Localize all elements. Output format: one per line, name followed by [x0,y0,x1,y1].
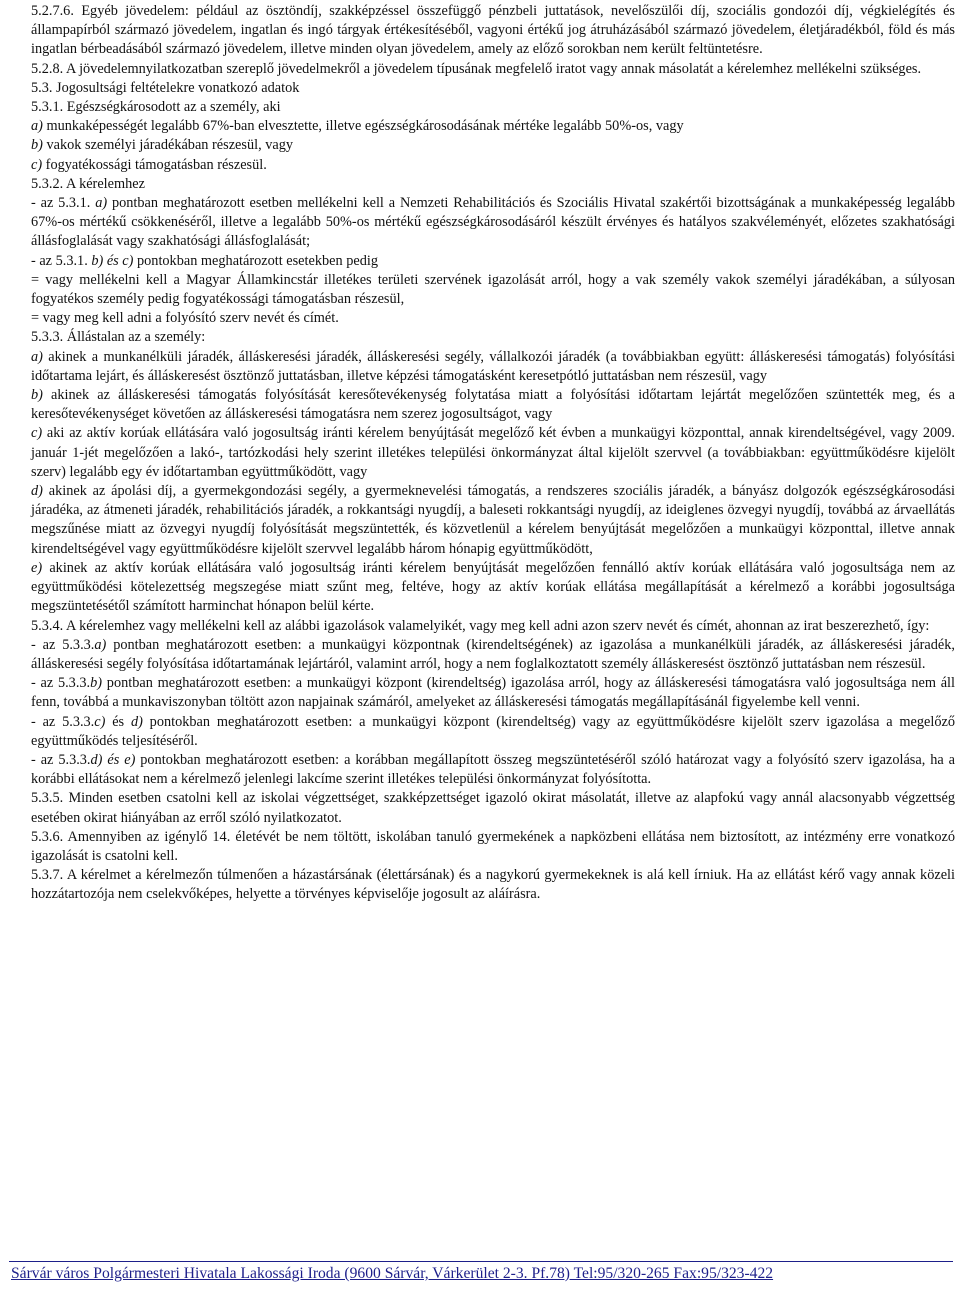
item-marker: d) [31,483,43,500]
paragraph-5-3-1 [9,98,955,117]
item-marker: a) [31,118,43,135]
item-marker: b) [90,675,103,692]
item-marker: d) és e) [90,751,136,768]
list-item-5-3-3-a [9,348,955,386]
item-marker: a) [95,195,108,212]
paragraph-text: 5.3.4. A kérelemhez vagy mellékelni kell az alábbi igazolások valamelyikét, vagy meg kell adni azon szerv nevét és címét, ahonnan az irat beszerezhető, így: [31,617,930,634]
paragraph-text: 5.3.2. A kérelemhez [31,175,145,192]
list-item-5-3-3-d [9,482,955,559]
item-text: pontban meghatározott esetben: a munkaügyi központ (kirendeltség) igazolása arról, hogy az álláskeresési támogatásra való jogosultsága nem áll fenn, továbbá a munkaviszonyban töltött azon napjainak számáról, amelyeket az álláskeresési támogatás megállapításánál figyelembe kell venni. [31,675,955,711]
paragraph-text: 5.3.1. Egészségkárosodott az a személy, aki [31,99,281,116]
list-item-5-3-2-a [9,194,955,252]
item-text: akinek az aktív korúak ellátására való jogosultság iránti kérelem benyújtását megelőzően fennálló aktív korúak ellátására való jogosultsága nem az együttműködési kötelezettség megszegése miatt szűnt meg, feltéve, hogy az aktív korúak ellátása megállapítását a kérelmező a korábbi jogosultsága megszüntetésétől számított harminchat hónapon belül kérte. [31,559,955,615]
item-text: aki az aktív korúak ellátására való jogosultság iránti kérelem benyújtását megelőző két évben a munkaügyi központtal, annak kirendeltségével, vagy 2009. január 1-jét megelőzően a lakó-, tartózkodási hely szerint illetékes települési önkormányzat által kijelölt szervvel (a továbbiakban: együttműködésre kijelölt szerv) legalább egy év időtartamban együttműködött, vagy [31,425,955,480]
item-marker: e) [31,559,43,576]
paragraph-5-3-2 [9,175,955,194]
paragraph-text: 5.3.5. Minden esetben csatolni kell az iskolai végzettséget, szakképzettséget igazoló okirat másolatát, illetve az alapfokú vagy annál alacsonyabb végzettség esetében okirat hiányában az erről szóló nyilatkozatot. [31,790,955,826]
item-text: pontokban meghatározott esetekben pedig [133,252,378,269]
paragraph-5-3-7 [9,866,955,904]
paragraph-text: 5.3.7. A kérelmet a kérelmezőn túlmenően a házastársának (élettársának) és a nagykorú gyermekeknek is alá kell írniuk. Ha az ellátást kérő vagy annak közeli hozzátartozója nem cselekvőképes, helyette a törvényes képviselője jogosult az aláírásra. [31,867,955,903]
item-prefix: - az 5.3.1. [31,195,96,212]
paragraph-text: 5.2.7.6. Egyéb jövedelem: például az ösztöndíj, szakképzéssel összefüggő pénzbeli juttatások, nevelőszülői díj, szociális gondozói díj, végkielégítés és állampapírból származó jövedelem, ingatlan és ingó tárgyak értékesítéséből, vagyoni értékű jog átruházásából származó jövedelem, életjáradékból, föld és más ingatlan bérbeadásából származó jövedelem, illetve minden olyan jövedelem, amely az előző sorokban nem került feltüntetésre. [31,3,955,58]
item-text: = vagy meg kell adni a folyósító szerv nevét és címét. [31,310,339,327]
item-marker: c) [31,156,43,173]
document-body [9,2,955,905]
list-item-5-3-4-b [9,674,955,712]
item-text: pontban meghatározott esetben mellékelni kell a Nemzeti Rehabilitációs és Szociális Hivatal szakértői bizottságának a munkaképesség legalább 67%-os mértékű csökkenéséről, illetve a legalább 50%-os mértékű egészségkárosodásáról készült érvényes és hatályos szakvéleményét, előzetes szakhatósági állásfoglalását vagy szakhatósági állásfoglalását; [31,195,956,250]
list-item-5-3-3-e [9,559,955,617]
item-marker: d) [130,713,143,730]
list-item-5-3-3-b [9,386,955,424]
item-text: munkaképességét legalább 67%-ban elvesztette, illetve egészségkárosodásának mértéke legalább 50%-os, vagy [42,118,684,135]
paragraph-5-3-6 [9,828,955,866]
section-heading-5-3 [9,79,955,98]
item-marker: b) [31,387,43,404]
sub-item-mellekelni [9,271,955,309]
item-marker: a) [94,636,107,653]
item-text: pontokban meghatározott esetben: a korábban megállapított összeg megszüntetéséről szóló határozat vagy a folyósító szerv igazolása, ha a korábbi ellátásokat nem a kérelmező jelenlegi lakcíme szerint illetékes települési önkormányzat folyósította. [31,751,956,788]
item-marker: c) [31,425,43,442]
footer-divider [9,1261,953,1262]
item-text: akinek a munkanélküli járadék, álláskeresési járadék, álláskeresési segély, vállalkozói járadék (a továbbiakban együtt: álláskeresési támogatás) folyósítási időtartama lejárt, és álláskeresést ösztönző juttatásban, illetve képzési támogatásként keresetpótló juttatásban nem részesül, vagy [31,348,955,384]
heading-text: 5.3. Jogosultsági feltételekre vonatkozó adatok [31,79,300,96]
list-item-5-3-1-c [9,156,955,175]
item-prefix: - az 5.3.3. [31,751,91,768]
item-marker: b) és c) [91,252,134,269]
item-text: akinek az ápolási díj, a gyermekgondozási segély, a gyermeknevelési támogatás, a rendszeres szociális járadék, a bányász dolgozók egészségkárosodási járadéka, az átmeneti járadék, rehabilitációs járadék, a rokkantsági nyugdíj, a baleseti rokkantsági nyugdíj, az ideiglenes özvegyi nyugdíj, továbbá az árvaellátás megszűnése miatt az özvegyi nyugdíj folyósítását megszüntették, és közvetlenül a kérelem benyújtását megelőzően a munkaügyi központtal, illetve annak kirendeltségével vagy együttműködésre kijelölt szervvel legalább három hónapig együttműködött, [31,483,955,557]
list-item-5-3-2-bc [9,252,955,271]
item-marker: c) [94,713,106,730]
item-marker: a) [31,348,43,365]
item-text: akinek az álláskeresési támogatás folyósítását keresőtevékenység folytatása miatt a folyósítási időtartam lejártát megelőzően szüntették meg, és a keresőtevékenységet követően az álláskeresési támogatásra nem szerez jogosultságot, vagy [31,387,955,423]
paragraph-5-3-3 [9,328,955,347]
paragraph-5-2-8 [9,60,955,79]
list-item-5-3-1-b [9,136,955,155]
list-item-5-3-4-de [9,751,955,789]
sub-item-megadni [9,309,955,328]
list-item-5-3-1-a [9,117,955,136]
item-text: pontokban meghatározott esetben: a munkaügyi központ (kirendeltség) vagy az együttműködésre kijelölt szerv igazolása a megelőző együttműködés teljesítéséről. [31,713,955,749]
item-text: pontban meghatározott esetben: a munkaügyi központnak (kirendeltségének) az igazolása a munkanélküli járadék, az álláskeresési járadék, álláskeresési segély folyósítása időtartamának lejártáról, valamint arról, hogy a nem foglalkoztatott személy álláskeresést ösztönző juttatásban nem részesül. [31,636,955,672]
item-text: vakok személyi járadékában részesül, vagy [42,137,294,154]
list-item-5-3-4-a [9,636,955,674]
footer-contact-line: Sárvár város Polgármesteri Hivatala Lakossági Iroda (9600 Sárvár, Várkerület 2-3. Pf.78) Tel:95/320-265 Fax:95/323-422 [11,1265,774,1282]
paragraph-5-2-7-6 [9,2,955,60]
item-prefix: - az 5.3.3. [31,636,95,653]
item-text: fogyatékossági támogatásban részesül. [42,156,267,173]
item-text: = vagy mellékelni kell a Magyar Államkincstár illetékes területi szervének igazolását arról, hogy a vak személy vakok személyi járadékában, a súlyosan fogyatékos személy pedig fogyatékossági támogatásban részesül, [31,271,955,308]
item-marker: b) [31,137,43,154]
item-prefix: - az 5.3.3. [31,675,91,692]
paragraph-text: 5.2.8. A jövedelemnyilatkozatban szereplő jövedelmekről a jövedelem típusának megfelelő iratot vagy annak másolatát a kérelemhez mellékelni szükséges. [31,60,922,77]
paragraph-5-3-5 [9,789,955,827]
list-item-5-3-4-cd [9,713,955,751]
item-prefix: - az 5.3.3. [31,713,95,730]
paragraph-text: 5.3.6. Amennyiben az igénylő 14. életévét be nem töltött, iskolában tanuló gyermekének a napközbeni ellátása nem biztosított, az intézmény erre vonatkozó igazolását is csatolni kell. [31,828,955,864]
item-prefix: - az 5.3.1. [31,252,92,269]
paragraph-5-3-4 [9,617,955,636]
list-item-5-3-3-c [9,424,955,482]
item-joiner: és [105,713,131,730]
paragraph-text: 5.3.3. Állástalan az a személy: [31,329,206,346]
